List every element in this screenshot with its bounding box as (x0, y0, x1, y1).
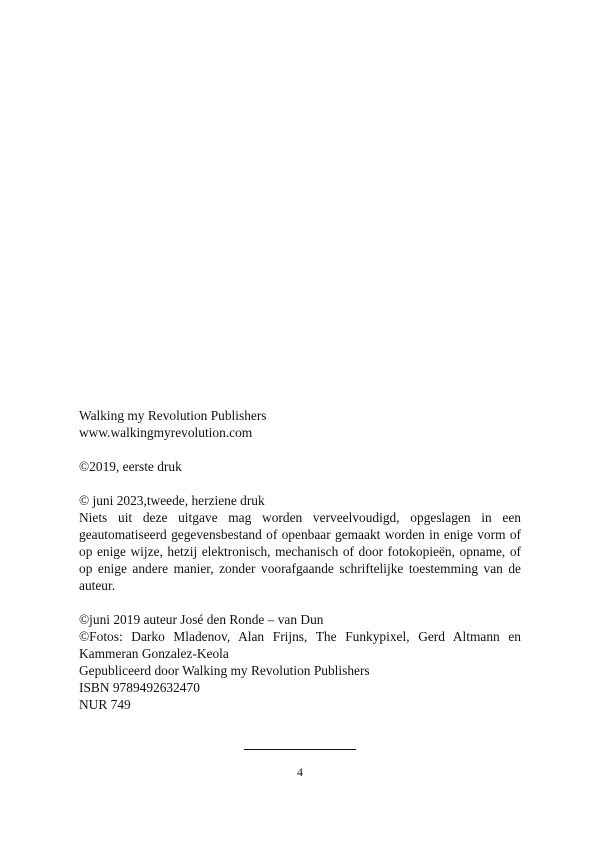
spacer (79, 475, 521, 492)
photo-credits (79, 628, 521, 662)
photo-credits-line: ©Fotos: Darko Mladenov, Alan Frijns, The Funkypixel, Gerd Altmann en (79, 629, 521, 644)
rights-line: op enige wijze, hetzij elektronisch, mechanisch of door fotokopieën, opname, of (79, 544, 521, 559)
rights-line: auteur. (79, 578, 116, 593)
isbn: ISBN 9789492632470 (79, 680, 200, 695)
publisher-website: www.walkingmyrevolution.com (79, 425, 253, 440)
published-by: Gepubliceerd door Walking my Revolution Publishers (79, 663, 370, 678)
spacer (79, 441, 521, 458)
author-copyright: ©juni 2019 auteur José den Ronde – van Dun (79, 612, 324, 627)
second-edition-notice: © juni 2023,tweede, herziene druk (79, 493, 265, 508)
spacer (79, 594, 521, 611)
photo-credits-line: Kammeran Gonzalez-Keola (79, 646, 229, 661)
rights-line: op enige andere manier, zonder voorafgaande schriftelijke toestemming van de (79, 561, 521, 576)
rights-line: Niets uit deze uitgave mag worden verveelvoudigd, opgeslagen in een (79, 510, 521, 525)
footer-divider (244, 749, 356, 750)
rights-line: geautomatiseerd gegevensbestand of openbaar gemaakt worden in enige vorm of (79, 527, 521, 542)
page-number: 4 (297, 765, 303, 779)
colophon-block (79, 407, 521, 713)
nur-code: NUR 749 (79, 697, 131, 712)
publisher-name: Walking my Revolution Publishers (79, 408, 267, 423)
first-edition-notice: ©2019, eerste druk (79, 459, 182, 474)
rights-notice (79, 509, 521, 594)
